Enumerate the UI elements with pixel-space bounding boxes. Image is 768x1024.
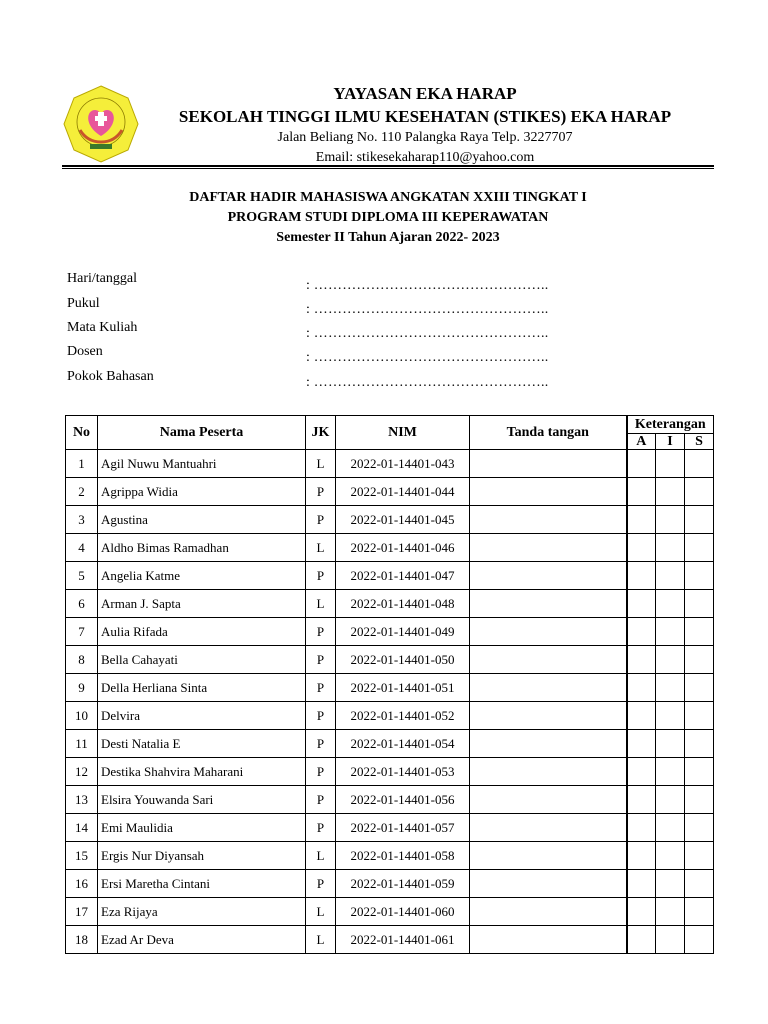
gender-code: P xyxy=(306,814,336,842)
student-id: 2022-01-14401-048 xyxy=(336,590,470,618)
participant-name: Elsira Youwanda Sari xyxy=(98,786,306,814)
table-row xyxy=(66,926,714,954)
absent-cell[interactable] xyxy=(627,506,656,534)
col-header-no: No xyxy=(66,416,98,450)
field-label-course: Mata Kuliah xyxy=(67,320,138,335)
absent-cell[interactable] xyxy=(627,674,656,702)
header-divider xyxy=(62,165,714,167)
absent-cell[interactable] xyxy=(627,534,656,562)
field-value-lecturer: : ………………………………………….. xyxy=(306,350,549,365)
student-id: 2022-01-14401-060 xyxy=(336,898,470,926)
attendance-table xyxy=(65,415,714,954)
signature-cell[interactable] xyxy=(470,758,627,786)
gender-code: P xyxy=(306,646,336,674)
row-number: 1 xyxy=(66,450,98,478)
table-row xyxy=(66,618,714,646)
row-number: 6 xyxy=(66,590,98,618)
signature-cell[interactable] xyxy=(470,730,627,758)
sick-cell[interactable] xyxy=(685,702,714,730)
absent-cell[interactable] xyxy=(627,478,656,506)
permit-cell[interactable] xyxy=(656,898,685,926)
table-row xyxy=(66,646,714,674)
document-title: DAFTAR HADIR MAHASISWA ANGKATAN XXIII TINGKAT I xyxy=(189,190,587,205)
student-id: 2022-01-14401-053 xyxy=(336,758,470,786)
participant-name: Ersi Maretha Cintani xyxy=(98,870,306,898)
participant-name: Destika Shahvira Maharani xyxy=(98,758,306,786)
permit-cell[interactable] xyxy=(656,674,685,702)
permit-cell[interactable] xyxy=(656,926,685,954)
permit-cell[interactable] xyxy=(656,814,685,842)
field-label-topic: Pokok Bahasan xyxy=(67,369,154,384)
gender-code: L xyxy=(306,926,336,954)
col-header-nim: NIM xyxy=(336,416,470,450)
table-row xyxy=(66,506,714,534)
participant-name: Della Herliana Sinta xyxy=(98,674,306,702)
col-header-name: Nama Peserta xyxy=(98,416,306,450)
row-number: 17 xyxy=(66,898,98,926)
gender-code: P xyxy=(306,702,336,730)
row-number: 15 xyxy=(66,842,98,870)
student-id: 2022-01-14401-057 xyxy=(336,814,470,842)
signature-cell[interactable] xyxy=(470,870,627,898)
signature-cell[interactable] xyxy=(470,702,627,730)
student-id: 2022-01-14401-054 xyxy=(336,730,470,758)
student-id: 2022-01-14401-049 xyxy=(336,618,470,646)
gender-code: P xyxy=(306,870,336,898)
permit-cell[interactable] xyxy=(656,506,685,534)
absent-cell[interactable] xyxy=(627,646,656,674)
student-id: 2022-01-14401-058 xyxy=(336,842,470,870)
row-number: 11 xyxy=(66,730,98,758)
permit-cell[interactable] xyxy=(656,618,685,646)
field-value-time: : ………………………………………….. xyxy=(306,302,549,317)
signature-cell[interactable] xyxy=(470,450,627,478)
signature-cell[interactable] xyxy=(470,478,627,506)
table-row xyxy=(66,590,714,618)
row-number: 9 xyxy=(66,674,98,702)
row-number: 2 xyxy=(66,478,98,506)
absent-cell[interactable] xyxy=(627,730,656,758)
header-divider-thin xyxy=(62,168,714,169)
row-number: 12 xyxy=(66,758,98,786)
col-header-absent: A xyxy=(627,434,656,450)
absent-cell[interactable] xyxy=(627,898,656,926)
permit-cell[interactable] xyxy=(656,590,685,618)
col-header-signature: Tanda tangan xyxy=(470,416,627,450)
sick-cell[interactable] xyxy=(685,926,714,954)
program-title: PROGRAM STUDI DIPLOMA III KEPERAWATAN xyxy=(227,210,549,225)
absent-cell[interactable] xyxy=(627,562,656,590)
field-label-lecturer: Dosen xyxy=(67,344,103,359)
gender-code: P xyxy=(306,506,336,534)
sick-cell[interactable] xyxy=(685,562,714,590)
signature-cell[interactable] xyxy=(470,786,627,814)
permit-cell[interactable] xyxy=(656,646,685,674)
student-id: 2022-01-14401-045 xyxy=(336,506,470,534)
sick-cell[interactable] xyxy=(685,674,714,702)
participant-name: Angelia Katme xyxy=(98,562,306,590)
gender-code: P xyxy=(306,478,336,506)
permit-cell[interactable] xyxy=(656,562,685,590)
student-id: 2022-01-14401-050 xyxy=(336,646,470,674)
sick-cell[interactable] xyxy=(685,758,714,786)
field-label-date: Hari/tanggal xyxy=(67,271,137,286)
participant-name: Bella Cahayati xyxy=(98,646,306,674)
sick-cell[interactable] xyxy=(685,450,714,478)
signature-cell[interactable] xyxy=(470,646,627,674)
absent-cell[interactable] xyxy=(627,814,656,842)
permit-cell[interactable] xyxy=(656,730,685,758)
permit-cell[interactable] xyxy=(656,758,685,786)
participant-name: Agrippa Widia xyxy=(98,478,306,506)
table-row xyxy=(66,562,714,590)
table-row xyxy=(66,702,714,730)
gender-code: L xyxy=(306,450,336,478)
table-row xyxy=(66,534,714,562)
student-id: 2022-01-14401-051 xyxy=(336,674,470,702)
gender-code: L xyxy=(306,590,336,618)
row-number: 13 xyxy=(66,786,98,814)
signature-cell[interactable] xyxy=(470,898,627,926)
row-number: 3 xyxy=(66,506,98,534)
permit-cell[interactable] xyxy=(656,870,685,898)
row-number: 10 xyxy=(66,702,98,730)
absent-cell[interactable] xyxy=(627,758,656,786)
gender-code: P xyxy=(306,730,336,758)
field-value-topic: : ………………………………………….. xyxy=(306,375,549,390)
participant-name: Agustina xyxy=(98,506,306,534)
student-id: 2022-01-14401-059 xyxy=(336,870,470,898)
field-value-course: : ………………………………………….. xyxy=(306,326,549,341)
row-number: 5 xyxy=(66,562,98,590)
gender-code: L xyxy=(306,842,336,870)
school-name: SEKOLAH TINGGI ILMU KESEHATAN (STIKES) EKA HARAP xyxy=(178,107,672,126)
table-row xyxy=(66,898,714,926)
semester-title: Semester II Tahun Ajaran 2022- 2023 xyxy=(276,230,500,245)
table-row xyxy=(66,758,714,786)
school-email: Email: stikesekaharap110@yahoo.com xyxy=(315,150,535,165)
table-row xyxy=(66,870,714,898)
student-id: 2022-01-14401-043 xyxy=(336,450,470,478)
participant-name: Desti Natalia E xyxy=(98,730,306,758)
student-id: 2022-01-14401-056 xyxy=(336,786,470,814)
permit-cell[interactable] xyxy=(656,842,685,870)
sick-cell[interactable] xyxy=(685,618,714,646)
student-id: 2022-01-14401-052 xyxy=(336,702,470,730)
foundation-name: YAYASAN EKA HARAP xyxy=(333,84,517,103)
signature-cell[interactable] xyxy=(470,814,627,842)
participant-name: Ergis Nur Diyansah xyxy=(98,842,306,870)
row-number: 18 xyxy=(66,926,98,954)
participant-name: Delvira xyxy=(98,702,306,730)
table-row xyxy=(66,478,714,506)
absent-cell[interactable] xyxy=(627,618,656,646)
signature-cell[interactable] xyxy=(470,506,627,534)
participant-name: Agil Nuwu Mantuahri xyxy=(98,450,306,478)
gender-code: L xyxy=(306,534,336,562)
sick-cell[interactable] xyxy=(685,786,714,814)
row-number: 8 xyxy=(66,646,98,674)
sick-cell[interactable] xyxy=(685,870,714,898)
permit-cell[interactable] xyxy=(656,450,685,478)
col-header-sick: S xyxy=(685,434,714,450)
participant-name: Ezad Ar Deva xyxy=(98,926,306,954)
table-row xyxy=(66,786,714,814)
absent-cell[interactable] xyxy=(627,786,656,814)
sick-cell[interactable] xyxy=(685,814,714,842)
col-header-permit: I xyxy=(656,434,685,450)
permit-cell[interactable] xyxy=(656,702,685,730)
signature-cell[interactable] xyxy=(470,926,627,954)
absent-cell[interactable] xyxy=(627,590,656,618)
signature-cell[interactable] xyxy=(470,562,627,590)
table-row xyxy=(66,450,714,478)
signature-cell[interactable] xyxy=(470,618,627,646)
sick-cell[interactable] xyxy=(685,534,714,562)
absent-cell[interactable] xyxy=(627,870,656,898)
gender-code: P xyxy=(306,786,336,814)
absent-cell[interactable] xyxy=(627,926,656,954)
row-number: 16 xyxy=(66,870,98,898)
sick-cell[interactable] xyxy=(685,506,714,534)
student-id: 2022-01-14401-061 xyxy=(336,926,470,954)
gender-code: P xyxy=(306,562,336,590)
absent-cell[interactable] xyxy=(627,450,656,478)
permit-cell[interactable] xyxy=(656,534,685,562)
permit-cell[interactable] xyxy=(656,478,685,506)
signature-cell[interactable] xyxy=(470,674,627,702)
row-number: 4 xyxy=(66,534,98,562)
col-header-remarks: Keterangan xyxy=(627,416,714,434)
row-number: 14 xyxy=(66,814,98,842)
table-row xyxy=(66,842,714,870)
signature-cell[interactable] xyxy=(470,590,627,618)
participant-name: Eza Rijaya xyxy=(98,898,306,926)
sick-cell[interactable] xyxy=(685,898,714,926)
row-number: 7 xyxy=(66,618,98,646)
table-row xyxy=(66,730,714,758)
gender-code: L xyxy=(306,898,336,926)
gender-code: P xyxy=(306,674,336,702)
field-label-time: Pukul xyxy=(67,296,100,311)
participant-name: Aldho Bimas Ramadhan xyxy=(98,534,306,562)
sick-cell[interactable] xyxy=(685,842,714,870)
student-id: 2022-01-14401-046 xyxy=(336,534,470,562)
gender-code: P xyxy=(306,618,336,646)
permit-cell[interactable] xyxy=(656,786,685,814)
table-row xyxy=(66,674,714,702)
participant-name: Emi Maulidia xyxy=(98,814,306,842)
student-id: 2022-01-14401-044 xyxy=(336,478,470,506)
school-address: Jalan Beliang No. 110 Palangka Raya Telp. 3227707 xyxy=(277,130,573,145)
sick-cell[interactable] xyxy=(685,730,714,758)
field-value-date: : ………………………………………….. xyxy=(306,278,549,293)
col-header-jk: JK xyxy=(306,416,336,450)
absent-cell[interactable] xyxy=(627,702,656,730)
participant-name: Aulia Rifada xyxy=(98,618,306,646)
sick-cell[interactable] xyxy=(685,646,714,674)
participant-name: Arman J. Sapta xyxy=(98,590,306,618)
eka-harap-seal-logo xyxy=(62,84,140,164)
signature-cell[interactable] xyxy=(470,534,627,562)
table-row xyxy=(66,814,714,842)
sick-cell[interactable] xyxy=(685,478,714,506)
signature-cell[interactable] xyxy=(470,842,627,870)
sick-cell[interactable] xyxy=(685,590,714,618)
student-id: 2022-01-14401-047 xyxy=(336,562,470,590)
absent-cell[interactable] xyxy=(627,842,656,870)
gender-code: P xyxy=(306,758,336,786)
